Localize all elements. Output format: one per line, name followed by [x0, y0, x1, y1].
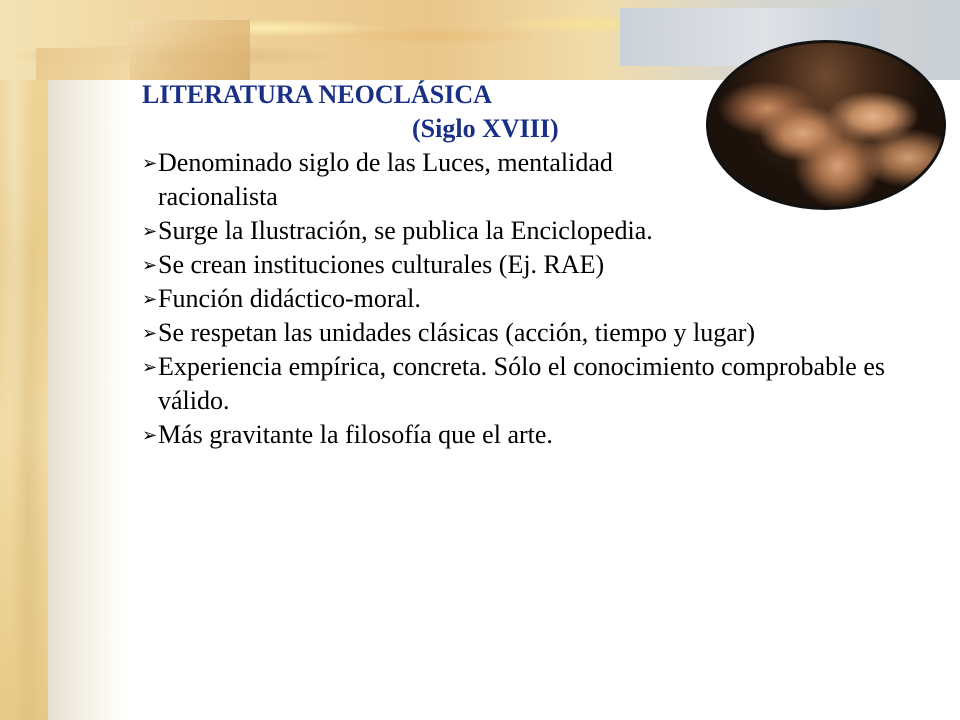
list-item	[142, 248, 932, 282]
list-item	[142, 316, 932, 350]
arrow-bullet-icon: ➢	[142, 153, 158, 173]
list-item	[142, 282, 932, 316]
arrow-bullet-icon: ➢	[142, 221, 158, 241]
list-item	[142, 214, 932, 248]
slide-content	[142, 80, 932, 452]
list-item	[142, 146, 728, 214]
bullet-text: Más gravitante la filosofía que el arte.	[158, 420, 553, 449]
decorative-top-card	[36, 48, 136, 80]
bullet-text: Experiencia empírica, concreta. Sólo el conocimiento comprobable es válido.	[158, 352, 885, 415]
bullet-text: Función didáctico-moral.	[158, 284, 421, 313]
arrow-bullet-icon: ➢	[142, 425, 158, 445]
slide-title: LITERATURA NEOCLÁSICA	[142, 80, 492, 109]
bullet-text: Se crean instituciones culturales (Ej. RAE)	[158, 250, 605, 279]
slide-subtitle: (Siglo XVIII)	[412, 114, 559, 143]
arrow-bullet-icon: ➢	[142, 323, 158, 343]
decorative-top-card	[130, 20, 250, 80]
arrow-bullet-icon: ➢	[142, 357, 158, 377]
decorative-left-strip	[0, 0, 48, 720]
decorative-shade-strip	[48, 80, 128, 720]
arrow-bullet-icon: ➢	[142, 255, 158, 275]
bullet-text: Surge la Ilustración, se publica la Enciclopedia.	[158, 216, 653, 245]
list-item	[142, 418, 932, 452]
list-item	[142, 350, 932, 418]
bullet-text: Se respetan las unidades clásicas (acción, tiempo y lugar)	[158, 318, 756, 347]
arrow-bullet-icon: ➢	[142, 289, 158, 309]
bullet-text: Denominado siglo de las Luces, mentalidad racionalista	[158, 148, 613, 211]
bullet-list	[142, 146, 932, 452]
